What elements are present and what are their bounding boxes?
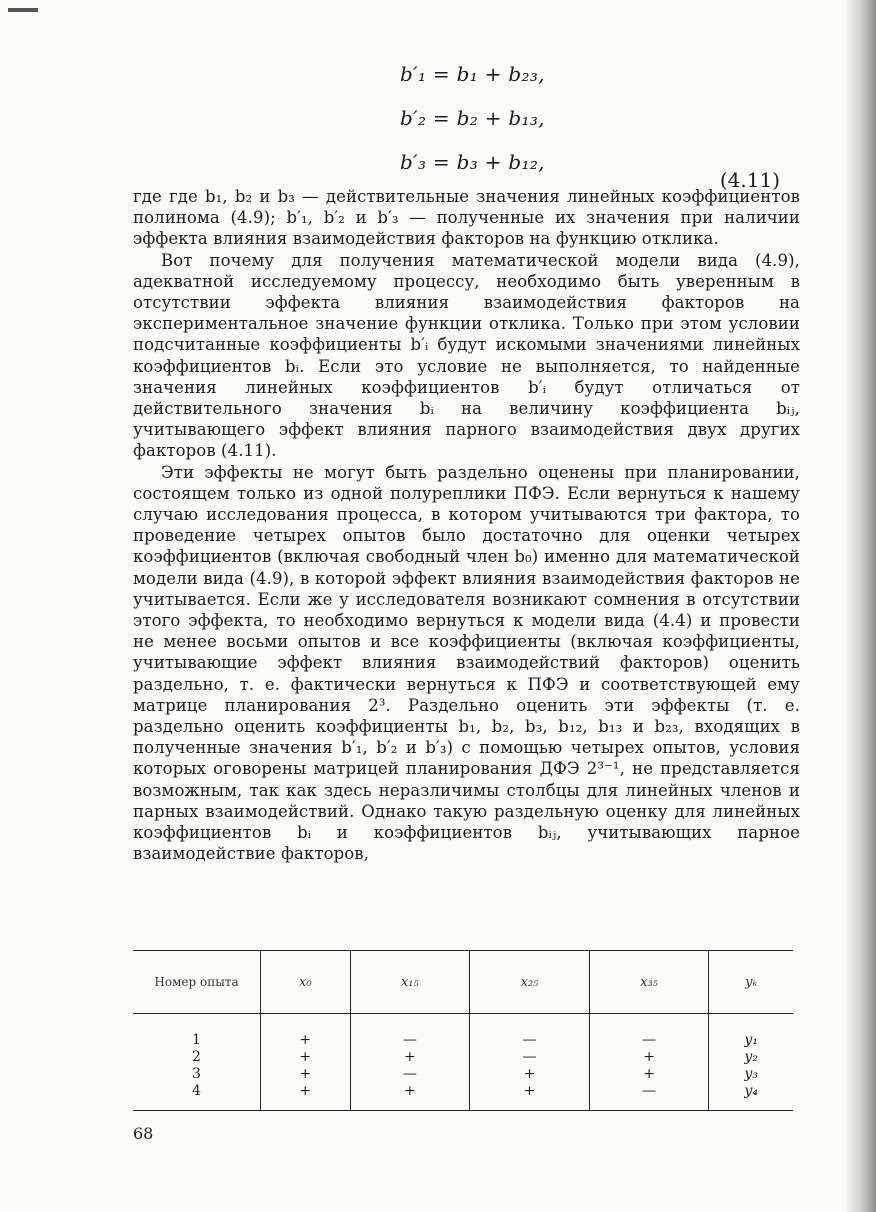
table-cell: y₁ (709, 1014, 793, 1050)
equation-line: b′₃ = b₃ + b₁₂, (400, 150, 545, 174)
table-row (133, 1049, 793, 1066)
table-row (133, 1014, 793, 1050)
paragraph: Эти эффекты не могут быть раздельно оценены при планировании, состоящем только из одной полуреплики ПФЭ. Если вернуться к нашему случаю исследования процесса, в котором учитываются три фактора, то проведение четырех опытов было достаточно для оценки четырех коэффициентов (включая свободный член b₀) именно для математической модели вида (4.9), в которой эффект влияния взаимодействия факторов не учитывается. Если же у исследователя возникают сомнения в отсутствии этого эффекта, то необходимо вернуться к модели вида (4.4) и провести не менее восьми опытов и все коэффициенты (включая коэффициенты, учитывающие эффект влияния взаимодействий факторов) оценить раздельно, т. е. фактически вернуться к ПФЭ и соответствующей ему матрице планирования 2³. Раздельно оценить эти эффекты (т. е. раздельно оценить коэффициенты b₁, b₂, b₃, b₁₂, b₁₃ и b₂₃, входящих в полученные значения b′₁, b′₂ и b′₃) с помощью четырех опытов, условия которых оговорены матрицей планирования ДФЭ 2³⁻¹, не представляется возможным, так как здесь неразличимы столбцы для линейных членов и парных взаимодействий. Однако такую раздельную оценку для линейных коэффициентов bᵢ и коэффициентов bᵢⱼ, учитывающих парное взаимодействие факторов, (133, 462, 800, 864)
table-cell: + (470, 1083, 590, 1111)
equation-block (400, 64, 800, 196)
header-cell-x0: x₀ (261, 951, 351, 1014)
table-cell: + (589, 1049, 709, 1066)
scan-edge-shadow (846, 0, 876, 1212)
table-cell: 1 (192, 1032, 201, 1048)
table-cell: + (261, 1014, 351, 1050)
table (133, 950, 793, 1111)
planning-matrix-table (133, 950, 793, 1111)
table-cell: y₃ (709, 1066, 793, 1083)
scan-corner-mark (8, 8, 38, 12)
table-row (133, 1083, 793, 1111)
equation-line: b′₂ = b₂ + b₁₃, (400, 106, 545, 130)
table-cell: 2 (192, 1049, 201, 1065)
table-cell: + (350, 1049, 470, 1066)
table-cell: — (470, 1049, 590, 1066)
table-cell: 3 (192, 1066, 201, 1082)
table-cell: + (261, 1066, 351, 1083)
table-cell: + (350, 1083, 470, 1111)
page-number: 68 (133, 1124, 154, 1143)
paragraph: Вот почему для получения математической модели вида (4.9), адекватной исследуемому процессу, необходимо быть уверенным в отсутствии эффекта влияния взаимодействия факторов на экспериментальное значение функции отклика. Только при этом условии подсчитанные коэффициенты b′ᵢ будут искомыми значениями линейных коэффициентов bᵢ. Если это условие не выполняется, то найденные значения линейных коэффициентов b′ᵢ будут отличаться от действительного значения bᵢ на величину коэффициента bᵢⱼ, учитывающего эффект влияния парного взаимодействия двух других факторов (4.11). (133, 250, 800, 461)
header-cell-x35: x₃₅ (589, 951, 709, 1014)
equation-number: (4.11) (719, 168, 780, 192)
table-cell: — (350, 1014, 470, 1050)
table-header-row (133, 951, 793, 1014)
paragraph: где где b₁, b₂ и b₃ — действительные значения линейных коэффициентов полинома (4.9); b′₁, b′₂ и b′₃ — полученные их значения при наличии эффекта влияния взаимодействия факторов на функцию отклика. (133, 187, 800, 249)
equation-line: b′₁ = b₁ + b₂₃, (400, 62, 545, 86)
table-row (133, 1066, 793, 1083)
table-cell: — (470, 1014, 590, 1050)
table-cell: + (261, 1049, 351, 1066)
table-cell: + (261, 1083, 351, 1111)
header-cell-x25: x₂₅ (470, 951, 590, 1014)
header-cell-x15: x₁₅ (350, 951, 470, 1014)
table-cell: — (589, 1083, 709, 1111)
table-cell: + (589, 1066, 709, 1083)
table-cell: — (350, 1066, 470, 1083)
header-cell-experiment-number: Номер опыта (154, 975, 239, 989)
body-text (133, 186, 800, 865)
table-cell: 4 (192, 1083, 201, 1099)
table-cell: — (589, 1014, 709, 1050)
table-cell: y₂ (709, 1049, 793, 1066)
header-cell-yk: yₖ (709, 951, 793, 1014)
table-cell: + (470, 1066, 590, 1083)
table-cell: y₄ (709, 1083, 793, 1111)
